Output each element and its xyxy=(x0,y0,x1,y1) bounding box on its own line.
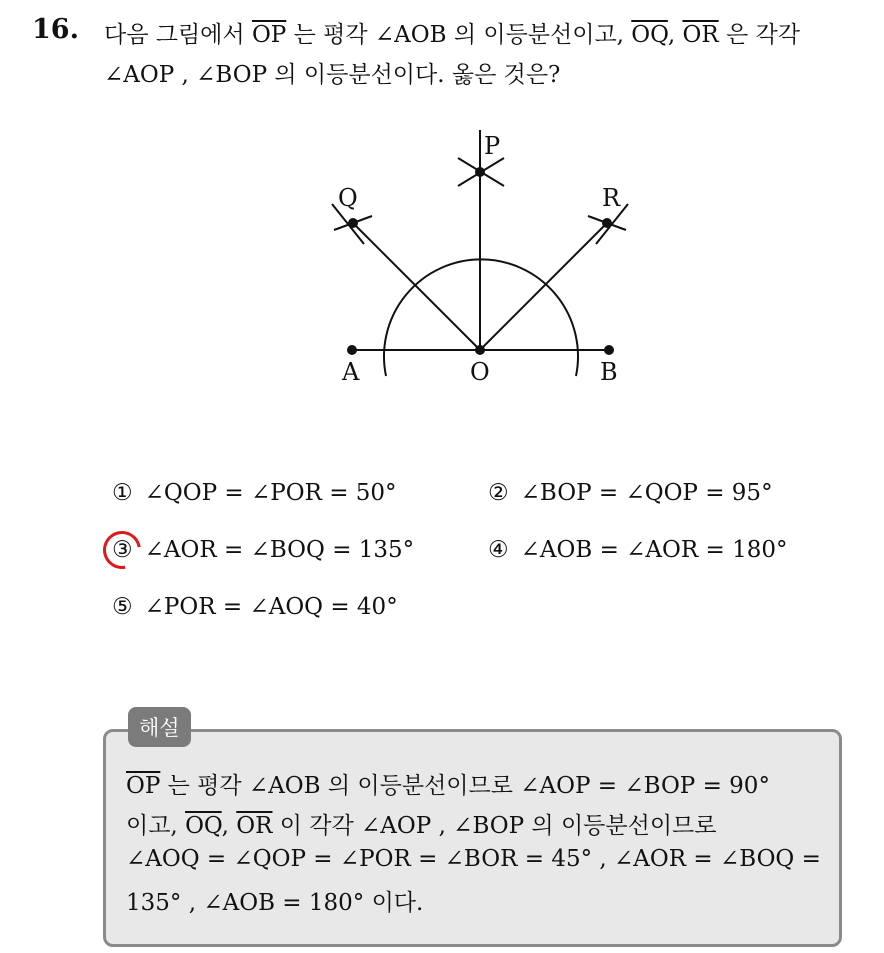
choice-number: ③ xyxy=(112,537,133,563)
ray-or xyxy=(480,223,607,350)
question-number: 16. xyxy=(32,14,79,45)
question-text-line2: ∠AOP , ∠BOP 의 이등분선이다. 옳은 것은? xyxy=(104,62,561,88)
label-a: A xyxy=(342,358,360,386)
choice-text: ∠QOP = ∠POR = 50° xyxy=(144,480,397,506)
segment-or: $\overline{OR}$ xyxy=(682,22,719,48)
label-p: P xyxy=(484,132,501,160)
choice-text: ∠AOB = ∠AOR = 180° xyxy=(520,537,788,563)
explanation-tag: 해설 xyxy=(128,707,191,747)
choice-number: ① xyxy=(112,480,133,506)
answer-circle-mark xyxy=(96,524,149,577)
point-o xyxy=(475,345,485,355)
label-b: B xyxy=(600,358,618,386)
question-text-line1 xyxy=(104,16,800,49)
question-text-part: 다음 그림에서 xyxy=(104,22,252,48)
segment-oq: $\overline{OQ}$ xyxy=(185,813,222,839)
explanation-text-part: , xyxy=(221,813,237,839)
explanation-line1 xyxy=(126,767,770,800)
choice-number: ④ xyxy=(488,537,509,563)
point-p xyxy=(475,167,485,177)
point-a xyxy=(347,345,357,355)
label-r: R xyxy=(602,184,621,212)
choice-text: ∠AOR = ∠BOQ = 135° xyxy=(144,537,415,563)
explanation-text-part: 이고, xyxy=(126,813,186,839)
segment-op: $\overline{OP}$ xyxy=(251,22,287,48)
question-text-part: , xyxy=(667,22,683,48)
choice-number: ② xyxy=(488,480,509,506)
choice-1[interactable] xyxy=(112,480,397,506)
question-text-part: 는 평각 ∠AOB 의 이등분선이고, xyxy=(286,22,632,48)
choice-5[interactable] xyxy=(112,594,398,620)
segment-oq: $\overline{OQ}$ xyxy=(631,22,668,48)
choice-text: ∠BOP = ∠QOP = 95° xyxy=(520,480,773,506)
explanation-line2 xyxy=(126,807,716,840)
explanation-line3: ∠AOQ = ∠QOP = ∠POR = ∠BOR = 45° , ∠AOR = ∠BOQ = xyxy=(126,846,821,872)
choice-4[interactable] xyxy=(488,537,788,563)
ray-oq xyxy=(353,223,480,350)
point-q xyxy=(348,218,358,228)
choice-2[interactable] xyxy=(488,480,773,506)
label-q: Q xyxy=(338,184,358,212)
explanation-text-part: 이 각각 ∠AOP , ∠BOP 의 이등분선이므로 xyxy=(272,813,717,839)
choice-text: ∠POR = ∠AOQ = 40° xyxy=(144,594,398,620)
point-b xyxy=(604,345,614,355)
segment-or: $\overline{OR}$ xyxy=(236,813,273,839)
angle-bisector-figure xyxy=(320,124,640,394)
segment-op: $\overline{OP}$ xyxy=(126,773,161,799)
label-o: O xyxy=(470,358,490,386)
choice-number: ⑤ xyxy=(112,594,133,620)
explanation-text-part: 는 평각 ∠AOB 의 이등분선이므로 ∠AOP = ∠BOP = 90° xyxy=(160,773,770,799)
choice-3[interactable] xyxy=(112,537,414,563)
point-r xyxy=(602,218,612,228)
question-text-part: 은 각각 xyxy=(718,22,800,48)
explanation-line4: 135° , ∠AOB = 180° 이다. xyxy=(126,890,424,916)
